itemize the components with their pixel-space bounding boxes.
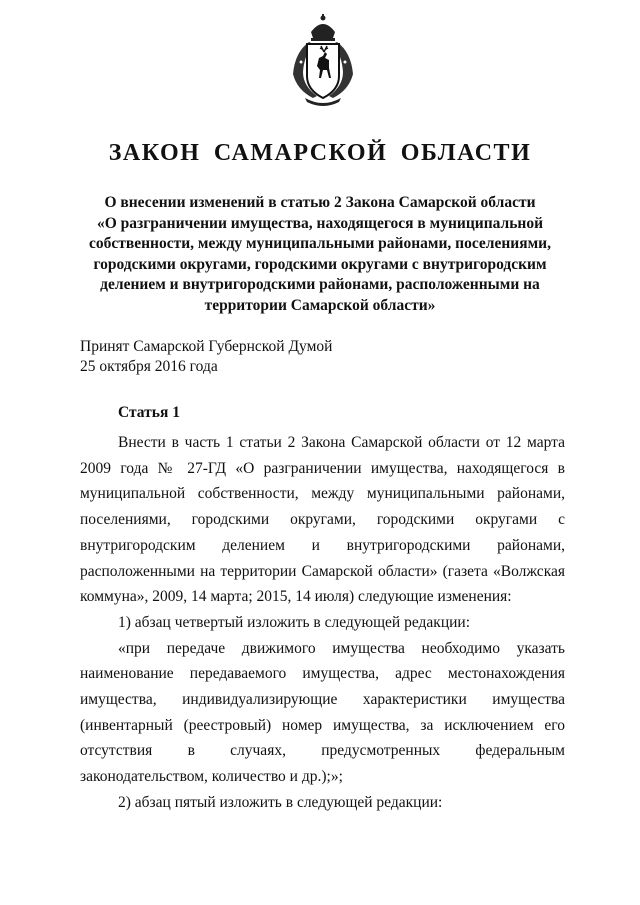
page-title: ЗАКОН САМАРСКОЙ ОБЛАСТИ — [108, 140, 532, 166]
subtitle-line: городскими округами, городскими округами с внутригородским — [93, 255, 547, 273]
subtitle-line: территории Самарской области» — [204, 296, 436, 314]
article-paragraph: 1) абзац четвертый изложить в следующей редакции: — [118, 613, 471, 631]
article-body — [80, 430, 565, 816]
subtitle-line: «О разграничении имущества, находящегося в муниципальной — [96, 214, 544, 232]
law-subtitle — [70, 193, 570, 316]
article-paragraph: 2) абзац пятый изложить в следующей редакции: — [118, 793, 443, 811]
article-heading: Статья 1 — [118, 404, 180, 421]
subtitle-line: собственности, между муниципальными районами, поселениями, — [89, 235, 551, 252]
adopted-date: 25 октября 2016 года — [80, 358, 218, 375]
adopted-by: Принят Самарской Губернской Думой — [80, 338, 333, 355]
subtitle-line: О внесении изменений в статью 2 Закона Самарской области — [104, 194, 536, 211]
adoption-note — [80, 337, 332, 377]
article-paragraph: «при передаче движимого имущества необходимо указать наименование передаваемого имущества, адрес местонахождения имущества, индивидуализирующие характеристики имущества (инвентарный (реестровый) номер имущества, за исключением его отсутствия в случаях, предусмотренных федеральным законодательством, количество и др.);»; — [80, 639, 565, 786]
samara-coat-of-arms-icon — [287, 12, 359, 108]
subtitle-line: делением и внутригородскими районами, расположенными на — [100, 276, 540, 293]
article-paragraph: Внести в часть 1 статьи 2 Закона Самарской области от 12 марта 2009 года № 27-ГД «О разграничении имущества, находящегося в муниципальной собственности, между муниципальными районами, поселениями, городскими округами, городскими округами с внутригородским делением и внутригородскими районами, расположенными на территории Самарской области» (газета «Волжская коммуна», 2009, 14 марта; 2015, 14 июля) следующие изменения: — [80, 434, 565, 606]
